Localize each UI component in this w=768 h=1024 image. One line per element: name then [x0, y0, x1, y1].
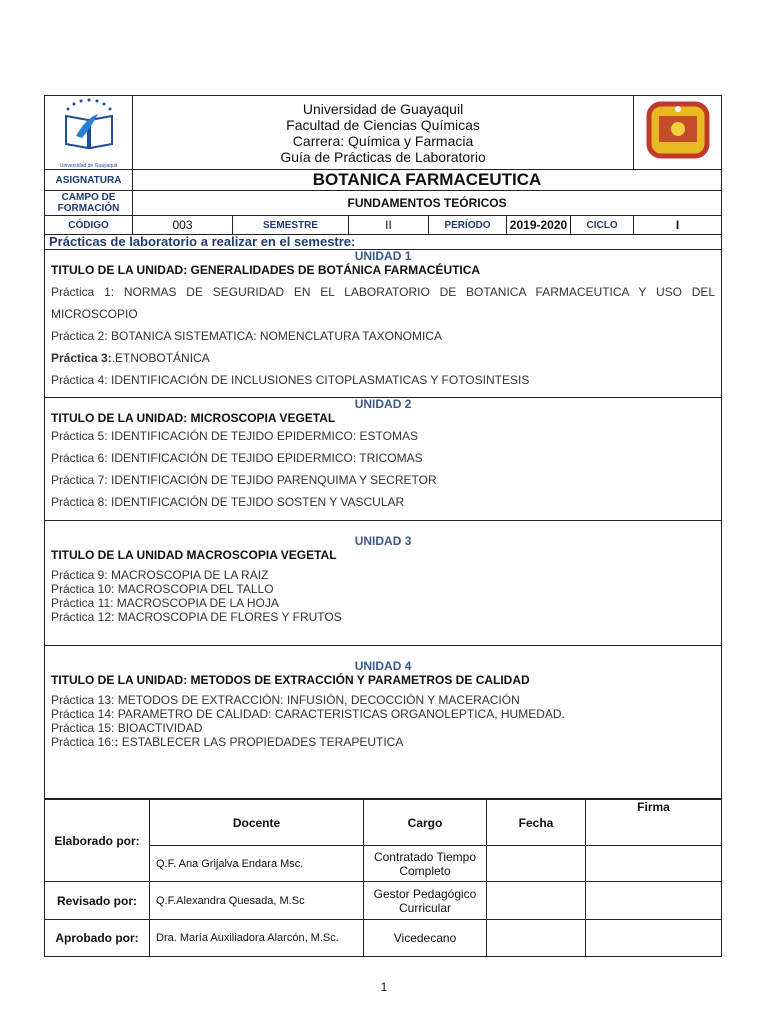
practice-item: Práctica 12: MACROSCOPIA DE FLORES Y FRUTOS: [51, 610, 342, 624]
elaborado-fecha: [487, 846, 586, 882]
unit-label: UNIDAD 3: [354, 534, 412, 548]
fecha-header: Fecha: [487, 800, 586, 846]
university-logo-icon: [54, 96, 124, 158]
practice-item: Práctica 9: MACROSCOPIA DE LA RAIZ: [51, 568, 269, 582]
revisado-firma: [586, 882, 722, 920]
campo-formacion-label: CAMPO DE FORMACIÓN: [45, 191, 133, 216]
practice-item: Práctica 4: IDENTIFICACIÓN DE INCLUSIONES CITOPLASMATICAS Y FOTOSINTESIS: [51, 373, 530, 387]
revisado-cargo: Gestor Pedagógico Curricular: [364, 882, 487, 920]
practice-item: Práctica 11: MACROSCOPIA DE LA HOJA: [51, 596, 279, 610]
header-line-university: Universidad de Guayaquil: [302, 100, 464, 117]
header-line-career: Carrera: Química y Farmacia: [292, 132, 474, 149]
faculty-seal-icon: [645, 100, 711, 160]
practice-16-colon: :: [114, 735, 119, 749]
semestre-label: SEMESTRE: [233, 216, 349, 235]
university-header: [133, 96, 634, 170]
unit-title: TITULO DE LA UNIDAD: METODOS DE EXTRACCIÓN Y PARAMETROS DE CALIDAD: [51, 673, 530, 687]
asignatura-value: BOTANICA FARMACEUTICA: [133, 170, 722, 191]
unit-4-section: [45, 646, 722, 799]
codigo-value: 003: [133, 216, 233, 235]
aprobado-cargo: Vicedecano: [364, 920, 487, 957]
practice-16-label: Práctica 16:: [51, 735, 115, 749]
practice-item: Práctica 14: PARAMETRO DE CALIDAD: CARACTERISTICAS ORGANOLEPTICA, HUMEDAD.: [51, 707, 565, 721]
header-table: [44, 95, 722, 799]
practice-3-label: Práctica 3:: [51, 351, 112, 365]
firma-header: Firma: [586, 800, 722, 846]
aprobado-docente: Dra. María Auxiliadora Alarcón, M.Sc.: [150, 920, 364, 957]
signoff-table: [44, 799, 722, 957]
docente-header: Docente: [150, 800, 364, 846]
unit-title: TITULO DE LA UNIDAD: MICROSCOPIA VEGETAL: [51, 411, 336, 425]
header-line-faculty: Facultad de Ciencias Químicas: [286, 116, 480, 133]
campo-formacion-value: FUNDAMENTOS TEÓRICOS: [133, 191, 722, 216]
elaborado-firma: [586, 846, 722, 882]
ciclo-label: CICLO: [571, 216, 634, 235]
practice-item: [51, 347, 715, 369]
unit-title: TITULO DE LA UNIDAD: GENERALIDADES DE BOTÁNICA FARMACÉUTICA: [51, 263, 481, 277]
practice-item: Práctica 7: IDENTIFICACIÓN DE TEJIDO PARENQUIMA Y SECRETOR: [51, 473, 437, 487]
unit-label: UNIDAD 2: [354, 397, 412, 411]
elaborado-role: Elaborado por:: [45, 800, 150, 882]
unit-label: UNIDAD 4: [354, 659, 412, 673]
logo-caption: Universidad de Guayaquil: [59, 163, 118, 169]
practice-item: Práctica 1: NORMAS DE SEGURIDAD EN EL LABORATORIO DE BOTANICA FARMACEUTICA Y USO DEL MICROSCOPIO: [51, 285, 716, 321]
practice-16-text: ESTABLECER LAS PROPIEDADES TERAPEUTICA: [118, 735, 404, 749]
unit-label: UNIDAD 1: [354, 249, 412, 263]
practice-item: Práctica 13: METODOS DE EXTRACCIÓN: INFUSIÓN, DECOCCIÓN Y MACERACIÓN: [51, 693, 520, 707]
unit-2-section: [45, 398, 722, 521]
practice-3-text: .ETNOBOTÁNICA: [111, 351, 210, 365]
revisado-docente: Q.F.Alexandra Quesada, M.Sc: [150, 882, 364, 920]
unit-1-section: [45, 250, 722, 398]
header-line-guide: Guía de Prácticas de Laboratorio: [280, 148, 486, 165]
university-logo-cell: [45, 96, 133, 170]
aprobado-firma: [586, 920, 722, 957]
elaborado-cargo: Contratado Tiempo Completo: [364, 846, 487, 882]
aprobado-fecha: [487, 920, 586, 957]
practice-item: Práctica 10: MACROSCOPIA DEL TALLO: [51, 582, 274, 596]
practice-item: Práctica 2: BOTANICA SISTEMATICA: NOMENCLATURA TAXONOMICA: [51, 329, 442, 343]
revisado-role: Revisado por:: [45, 882, 150, 920]
cargo-header: Cargo: [364, 800, 487, 846]
lab-guide-page: [44, 95, 721, 957]
practice-item: Práctica 15: BIOACTIVIDAD: [51, 721, 203, 735]
faculty-logo-cell: [634, 96, 722, 170]
practice-item: Práctica 5: IDENTIFICACIÓN DE TEJIDO EPIDERMICO: ESTOMAS: [51, 429, 418, 443]
periodo-value: 2019-2020: [507, 216, 571, 235]
unit-title: TITULO DE LA UNIDAD MACROSCOPIA VEGETAL: [51, 548, 337, 562]
codigo-label: CÓDIGO: [45, 216, 133, 235]
ciclo-value: I: [634, 216, 722, 235]
unit-3-section: [45, 521, 722, 646]
practice-item: Práctica 8: IDENTIFICACIÓN DE TEJIDO SOSTEN Y VASCULAR: [51, 495, 405, 509]
revisado-fecha: [487, 882, 586, 920]
aprobado-role: Aprobado por:: [45, 920, 150, 957]
asignatura-label: ASIGNATURA: [45, 170, 133, 191]
practice-item: [51, 735, 715, 749]
practicas-header: Prácticas de laboratorio a realizar en el semestre:: [45, 235, 722, 250]
practice-item: Práctica 6: IDENTIFICACIÓN DE TEJIDO EPIDERMICO: TRICOMAS: [51, 451, 423, 465]
periodo-label: PERÍODO: [429, 216, 507, 235]
semestre-value: II: [349, 216, 429, 235]
page-number: 1: [380, 980, 388, 994]
elaborado-docente: Q.F. Ana Grijalva Endara Msc.: [150, 846, 364, 882]
